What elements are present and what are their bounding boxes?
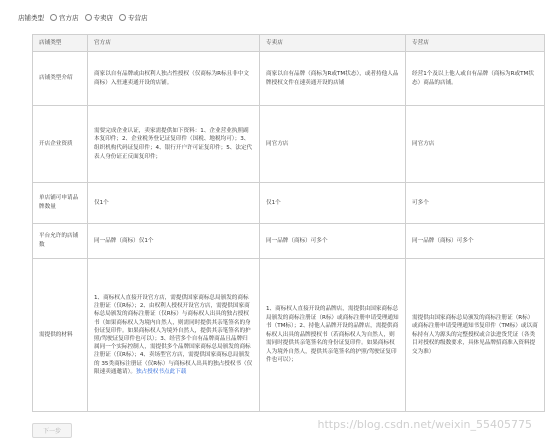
table-cell — [88, 259, 260, 412]
row-label: 店铺类型介绍 — [33, 52, 88, 106]
row-label: 单店铺可申请品牌数量 — [33, 183, 88, 224]
table-cell: 可多个 — [406, 183, 545, 224]
table-cell: 商家以自有品牌（商标为R或TM状态），或者持他人品牌授权文件在速卖通开设的店铺 — [260, 52, 406, 106]
store-type-label: 店铺类型 — [18, 13, 44, 22]
radio-exclusive-store[interactable] — [85, 13, 114, 22]
table-header: 官方店 — [88, 35, 260, 52]
radio-button-icon[interactable] — [50, 14, 57, 21]
table-header: 店铺类型 — [33, 35, 88, 52]
table-row — [33, 224, 545, 259]
table-cell: 同一品牌（商标）可多个 — [406, 224, 545, 259]
store-type-comparison-table — [32, 34, 545, 412]
table-header: 专卖店 — [260, 35, 406, 52]
radio-official-store[interactable] — [50, 13, 79, 22]
radio-button-icon[interactable] — [85, 14, 92, 21]
table-row — [33, 106, 545, 183]
radio-franchise-store[interactable] — [119, 13, 148, 22]
row-label: 开店企业资质 — [33, 106, 88, 183]
table-cell: 仅1个 — [260, 183, 406, 224]
radio-label: 专卖店 — [93, 13, 113, 22]
table-cell: 1、商标权人直接开设的品牌店，需提供由国家商标总局颁发的商标注册证（R标）或商标注册申请受理通知书（TM标）；2、持他人品牌开设的品牌店，需提供商标权人出具的品牌授权书（若商标权人为自然人，则需同时提供其亲笔签名的身份证复印件。如果商标权人为境外自然人，提供其亲笔签名的护照/驾驶证复印件也可以）； — [260, 259, 406, 412]
table-cell: 仅1个 — [88, 183, 260, 224]
row-label: 需提供的材料 — [33, 259, 88, 412]
table-cell: 商家以自有品牌或由权利人独占性授权（仅商标为R标且非中文商标）入驻速卖通开设的店铺。 — [88, 52, 260, 106]
store-type-selector — [18, 11, 154, 23]
next-step-button[interactable]: 下一步 — [32, 423, 72, 438]
table-row — [33, 52, 545, 106]
table-cell: 需要完成企业认证，卖家需提供如下资料：1、企业营业执照副本复印件；2、企业税务登记证复印件（国税、地税均可）；3、组织机构代码证复印件；4、银行开户许可证复印件；5、法定代表人身份证正反面复印件； — [88, 106, 260, 183]
table-cell: 同官方店 — [406, 106, 545, 183]
table-cell: 同官方店 — [260, 106, 406, 183]
radio-label: 官方店 — [59, 13, 79, 22]
materials-text: 1、商标权人直接开设官方店，需提供国家商标总局颁发的商标注册证（仅R标）；2、由权利人授权开设官方店，需提供国家商标总局颁发的商标注册证（仅R标）与商标权人出具的独占授权书（如果商标权人为境内自然人，则需同时提供其亲笔签名的身份证复印件。如果商标权人为境外自然人，提供其亲笔签名的护照/驾驶证复印件也可以）；3、经营多个自有品牌商品且品牌归属同一个实际控制人，需提供多个品牌国家商标总局颁发的商标注册证（仅R标）；4、卖场型官方店，需提供国家商标总局颁发的 35类商标注册证（仅R标）与商标权人出具的独占授权书（仅限速卖通邀请）。 — [94, 294, 253, 375]
table-row — [33, 183, 545, 224]
table-row — [33, 259, 545, 412]
table-cell: 经营1个及以上他人或自有品牌（商标为R或TM状态）商品的店铺。 — [406, 52, 545, 106]
radio-label: 专营店 — [128, 13, 148, 22]
table-cell: 需提供由国家商标总局颁发的商标注册证（R标）或商标注册申请受理通知书复印件（TM标）或以商标持有人为源头的完整授权或合法进货凭证（各类目对授权的级数要求，具体见品牌招商准入资料提交为准） — [406, 259, 545, 412]
table-header-row — [33, 35, 545, 52]
table-cell: 同一品牌（商标）可多个 — [260, 224, 406, 259]
row-label: 平台允许的店铺数 — [33, 224, 88, 259]
download-authorization-link[interactable]: 独占授权书点此下载 — [135, 368, 187, 375]
table-cell: 同一品牌（商标）仅1个 — [88, 224, 260, 259]
watermark-text: https://blog.csdn.net/weixin_55405775 — [317, 418, 532, 431]
radio-button-icon[interactable] — [119, 14, 126, 21]
table-header: 专营店 — [406, 35, 545, 52]
